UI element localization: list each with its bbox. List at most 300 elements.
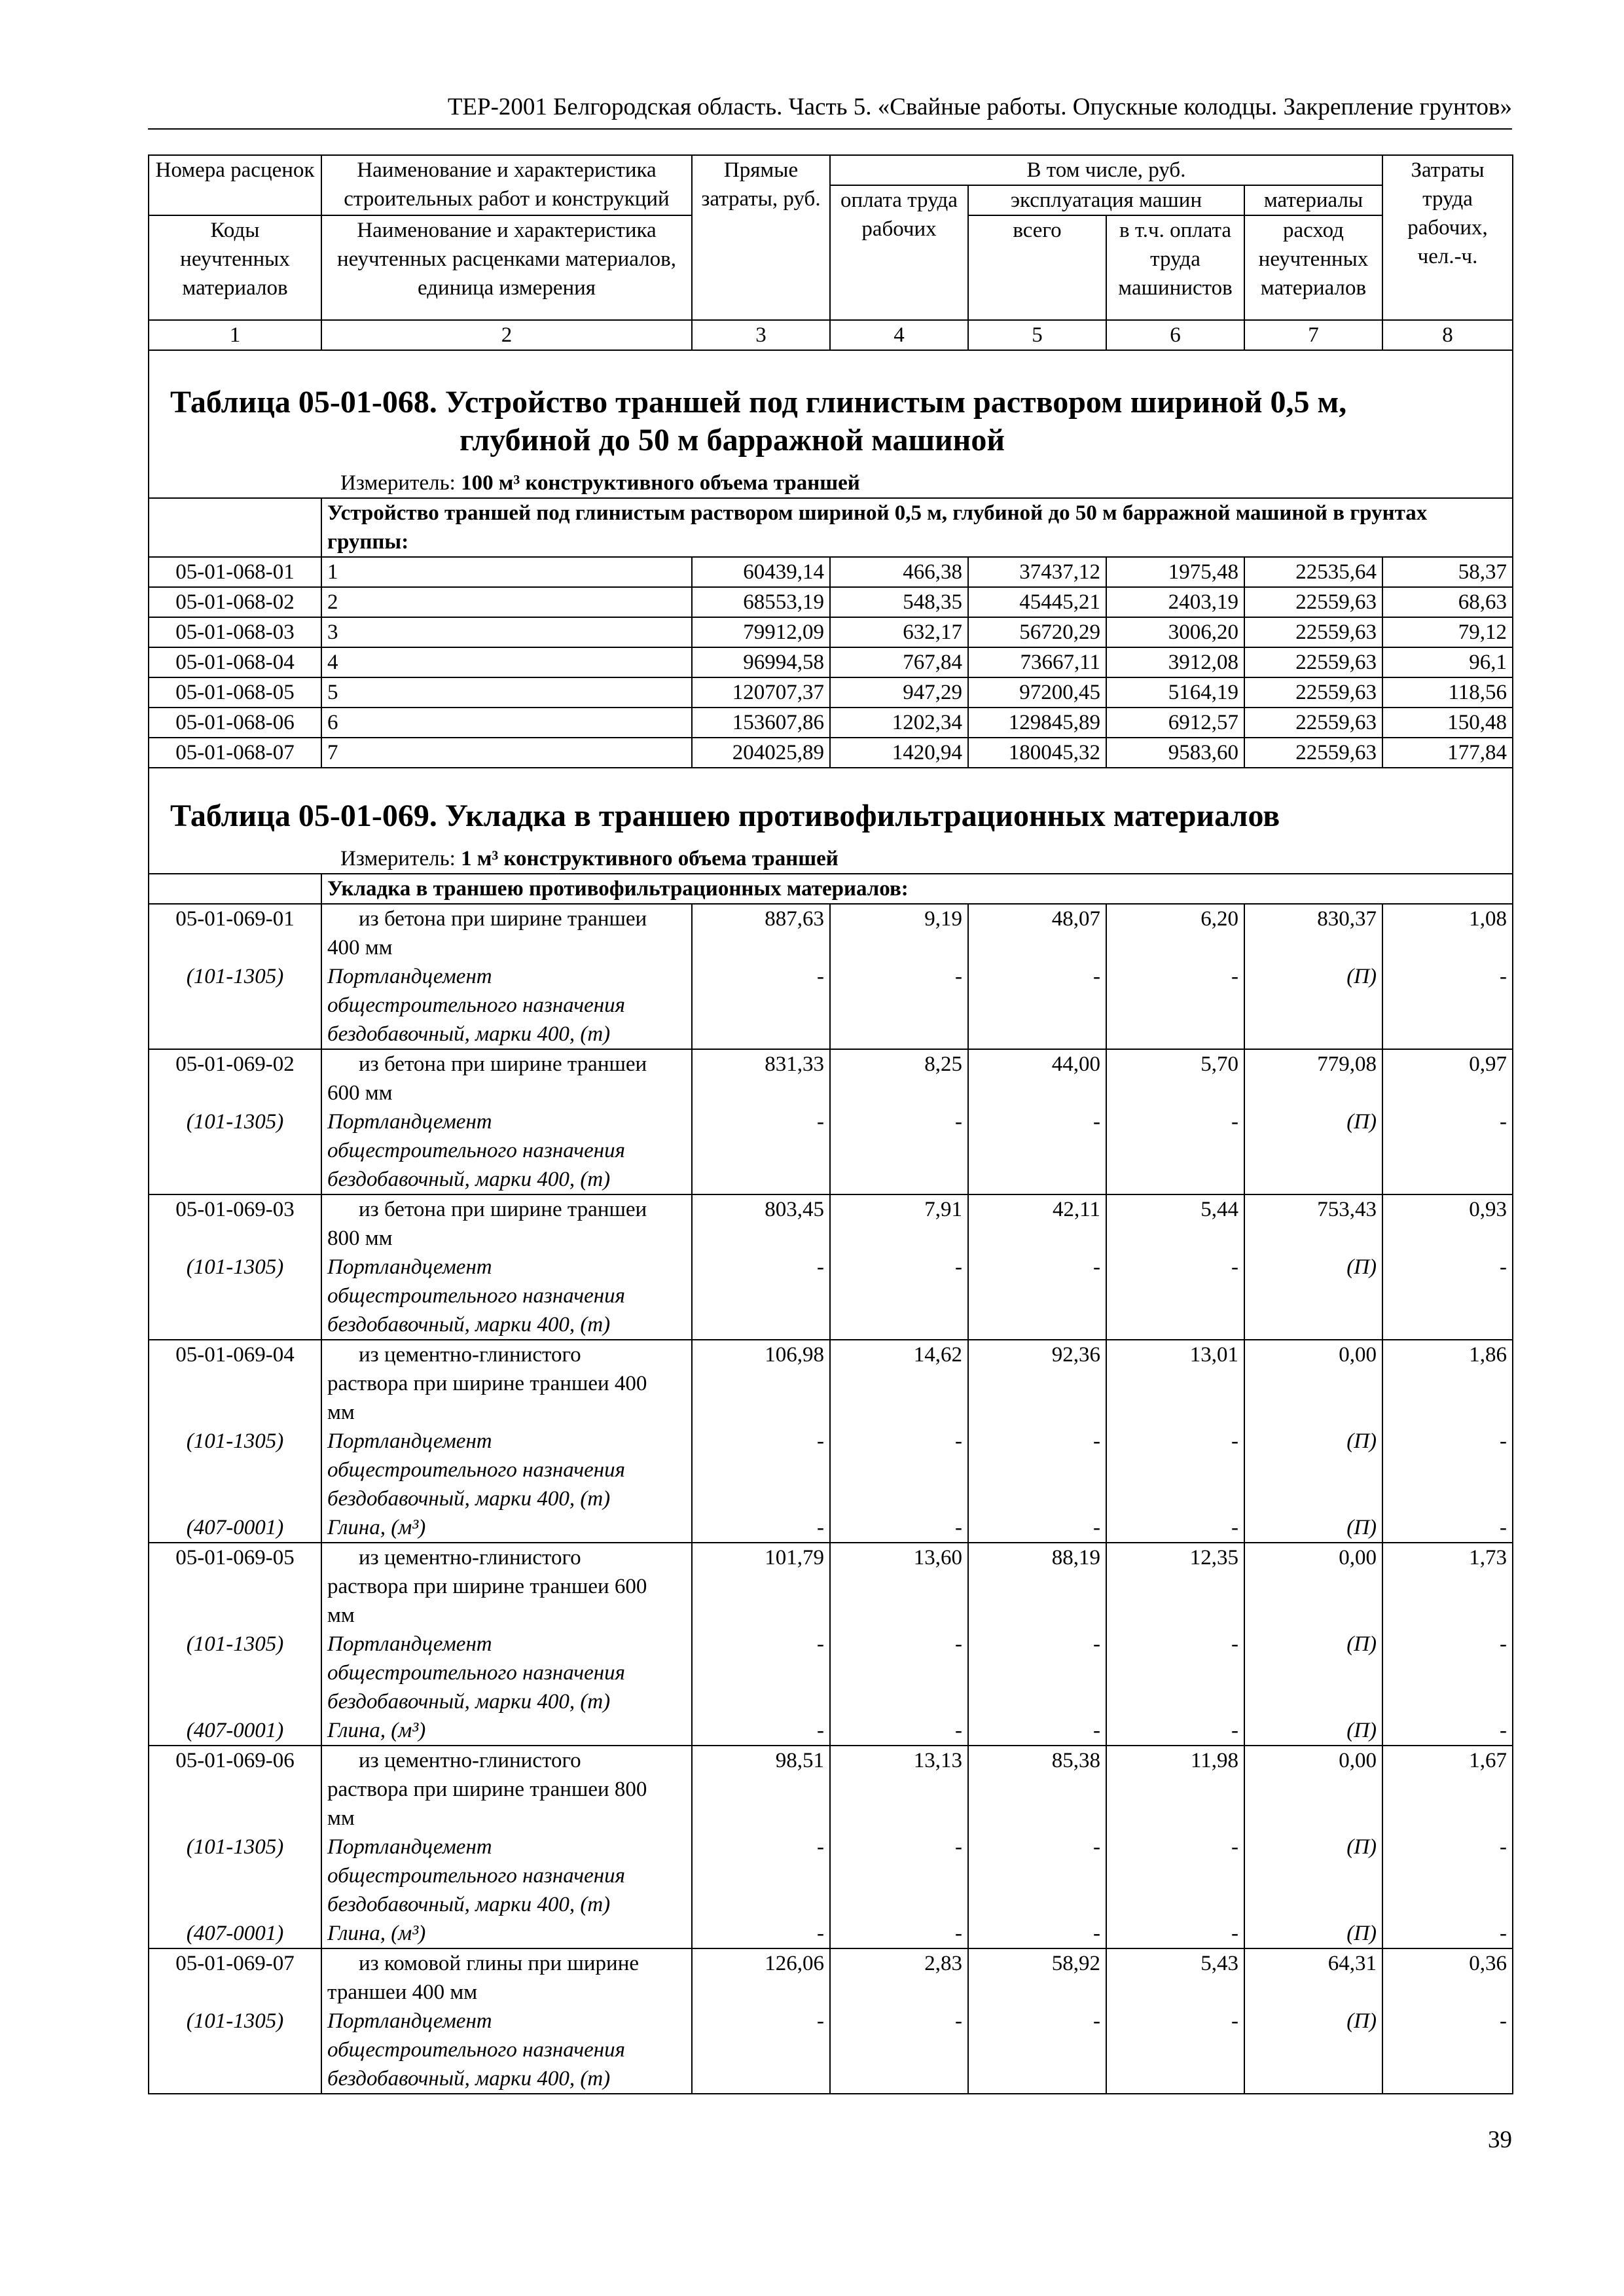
empty-cell (1106, 1484, 1244, 1513)
empty-cell (1244, 1020, 1382, 1049)
table2-meter (154, 835, 1507, 873)
dash-cell: - (1382, 1107, 1513, 1136)
material-mark: (П) (1244, 1253, 1382, 1282)
rate-name (321, 1572, 692, 1601)
col-number: 5 (968, 320, 1106, 350)
col3-header: Прямые затраты, руб. (692, 155, 830, 320)
meter-value: 1 м³ конструктивного объема траншей (461, 847, 839, 870)
value-c5: 56720,29 (968, 617, 1106, 647)
empty-cell (968, 1687, 1106, 1716)
table-row (149, 677, 1513, 708)
empty-cell (692, 1224, 830, 1253)
text: Глина, (м³) (327, 1719, 426, 1742)
value-c4: 2,83 (830, 1948, 968, 1978)
value-c3: 98,51 (692, 1746, 830, 1775)
value-c4: 13,60 (830, 1543, 968, 1572)
empty-cell (830, 1020, 968, 1049)
empty-cell (1382, 1369, 1513, 1398)
rate-code: 05-01-068-06 (149, 708, 321, 738)
col-number: 4 (830, 320, 968, 350)
table-row-continuation (149, 2064, 1513, 2094)
empty-cell (830, 1484, 968, 1513)
empty-cell (1382, 1890, 1513, 1919)
text: бездобавочный, марки 400, (т) (327, 1487, 611, 1511)
empty-cell (1106, 1804, 1244, 1833)
rate-name: 1 (321, 557, 692, 587)
value-c8: 96,1 (1382, 647, 1513, 677)
material-name (321, 1630, 692, 1659)
value-c5: 58,92 (968, 1948, 1106, 1978)
text: общестроительного назначения (327, 1661, 625, 1685)
empty-cell (692, 991, 830, 1020)
empty-cell (1106, 1136, 1244, 1165)
material-mark: (П) (1244, 1716, 1382, 1746)
table-row (149, 1948, 1513, 1978)
incl-header: В том числе, руб. (830, 155, 1382, 185)
value-c5: 92,36 (968, 1340, 1106, 1369)
dash-cell: - (968, 1833, 1106, 1861)
rate-name: 3 (321, 617, 692, 647)
col5-header: всего (968, 215, 1106, 320)
table1-meter (154, 459, 1507, 497)
price-table (148, 154, 1513, 2094)
value-c6: 5164,19 (1106, 677, 1244, 708)
empty-cell (968, 991, 1106, 1020)
empty-cell (1244, 1804, 1382, 1833)
empty-cell (149, 1572, 321, 1601)
dash-cell: - (968, 1427, 1106, 1456)
page-number: 39 (1488, 2126, 1512, 2153)
empty-cell (149, 1687, 321, 1716)
table-row-continuation (149, 933, 1513, 962)
rate-code: 05-01-068-01 (149, 557, 321, 587)
empty-cell (830, 1282, 968, 1310)
dash-cell: - (1382, 962, 1513, 991)
text: из комовой глины при ширине (359, 1952, 640, 1975)
table-row-continuation (149, 1165, 1513, 1194)
value-c6: 5,44 (1106, 1194, 1244, 1224)
table2-rows (149, 904, 1513, 2094)
rate-name: 6 (321, 708, 692, 738)
empty-cell (1382, 2064, 1513, 2094)
empty-cell (1382, 1310, 1513, 1340)
empty-cell (1382, 1572, 1513, 1601)
dash-cell: - (692, 1630, 830, 1659)
value-c7: 22559,63 (1244, 677, 1382, 708)
rate-code: 05-01-069-07 (149, 1948, 321, 1978)
empty-cell (830, 1978, 968, 2007)
dash-cell: - (1382, 1833, 1513, 1861)
material-mark: (П) (1244, 1630, 1382, 1659)
text: из бетона при ширине траншеи (359, 1052, 647, 1076)
empty-cell (968, 1020, 1106, 1049)
rate-name (321, 933, 692, 962)
material-name (321, 1310, 692, 1340)
empty-cell (1244, 1369, 1382, 1398)
empty-cell (692, 1456, 830, 1484)
empty-cell (1106, 1861, 1244, 1890)
value-c5: 129845,89 (968, 708, 1106, 738)
text: из бетона при ширине траншеи (359, 907, 647, 931)
empty-cell (1244, 1890, 1382, 1919)
rate-name (321, 1804, 692, 1833)
material-name (321, 1107, 692, 1136)
table-row (149, 738, 1513, 768)
value-c6: 1975,48 (1106, 557, 1244, 587)
rate-name (321, 1775, 692, 1804)
empty-cell (1106, 991, 1244, 1020)
dash-cell: - (1106, 1919, 1244, 1948)
col-number: 1 (149, 320, 321, 350)
dash-cell: - (1382, 2007, 1513, 2036)
text: из бетона при ширине траншеи (359, 1198, 647, 1221)
value-c3: 831,33 (692, 1049, 830, 1079)
empty-cell (1244, 1572, 1382, 1601)
dash-cell: - (1106, 1107, 1244, 1136)
table1-heading (149, 350, 1513, 498)
value-c7: 64,31 (1244, 1948, 1382, 1978)
table-row-continuation (149, 1833, 1513, 1861)
empty-cell (1106, 1310, 1244, 1340)
page-header: ТЕР-2001 Белгородская область. Часть 5. «Свайные работы. Опускные колодцы. Закрепление грунтов» (447, 94, 1512, 120)
empty-cell (692, 1079, 830, 1107)
empty-cell (1382, 1978, 1513, 2007)
material-name (321, 1687, 692, 1716)
value-c7: 830,37 (1244, 904, 1382, 933)
dash-cell: - (1106, 1513, 1244, 1543)
dash-cell: - (830, 962, 968, 991)
empty-cell (968, 1136, 1106, 1165)
empty-cell (692, 1310, 830, 1340)
rate-name (321, 1543, 692, 1572)
text: бездобавочный, марки 400, (т) (327, 2067, 611, 2090)
material-name (321, 1513, 692, 1543)
empty-cell (1244, 1659, 1382, 1687)
dash-cell: - (830, 1253, 968, 1282)
value-c8: 177,84 (1382, 738, 1513, 768)
dash-cell: - (830, 1630, 968, 1659)
value-c3: 803,45 (692, 1194, 830, 1224)
value-c5: 44,00 (968, 1049, 1106, 1079)
text: Портландцемент (327, 1110, 492, 1134)
empty-cell (968, 1861, 1106, 1890)
rate-code: (407-0001) (149, 1513, 321, 1543)
empty-cell (692, 1861, 830, 1890)
materials-header: материалы (1244, 185, 1382, 215)
material-name (321, 1659, 692, 1687)
empty-cell (1382, 1861, 1513, 1890)
empty-cell (149, 1282, 321, 1310)
value-c6: 11,98 (1106, 1746, 1244, 1775)
empty-cell (830, 1804, 968, 1833)
empty-cell (968, 1804, 1106, 1833)
empty-cell (1106, 1369, 1244, 1398)
dash-cell: - (692, 1107, 830, 1136)
col2-top-header: Наименование и характеристика строительных работ и конструкций (321, 155, 692, 215)
empty-cell (1382, 1079, 1513, 1107)
rate-code: (101-1305) (149, 1253, 321, 1282)
empty-cell (830, 1572, 968, 1601)
value-c8: 0,97 (1382, 1049, 1513, 1079)
empty-cell (1382, 1687, 1513, 1716)
dash-cell: - (1382, 1253, 1513, 1282)
table-row-continuation (149, 991, 1513, 1020)
dash-cell: - (692, 1919, 830, 1948)
empty-cell (968, 1659, 1106, 1687)
text: траншеи 400 мм (327, 1981, 478, 2004)
table-row-continuation (149, 1513, 1513, 1543)
value-c4: 466,38 (830, 557, 968, 587)
text: мм (327, 1806, 355, 1830)
text: общестроительного назначения (327, 1458, 625, 1482)
dash-cell: - (830, 1919, 968, 1948)
empty-cell (1382, 1020, 1513, 1049)
empty-cell (830, 1310, 968, 1340)
empty-cell (830, 1861, 968, 1890)
text: Портландцемент (327, 1429, 492, 1453)
dash-cell: - (968, 2007, 1106, 2036)
dash-cell: - (968, 1253, 1106, 1282)
value-c7: 779,08 (1244, 1049, 1382, 1079)
table2 (149, 768, 1513, 904)
empty-cell (149, 1369, 321, 1398)
dash-cell: - (968, 1630, 1106, 1659)
empty-cell (830, 1224, 968, 1253)
table-row-continuation (149, 1601, 1513, 1630)
col1-top-header: Номера расценок (149, 155, 321, 215)
rate-code: 05-01-068-07 (149, 738, 321, 768)
empty-cell (1382, 1775, 1513, 1804)
value-c6: 2403,19 (1106, 587, 1244, 617)
text: бездобавочный, марки 400, (т) (327, 1168, 611, 1191)
value-c6: 12,35 (1106, 1543, 1244, 1572)
empty-cell (830, 1775, 968, 1804)
value-c7: 0,00 (1244, 1340, 1382, 1369)
empty-cell (968, 1775, 1106, 1804)
empty-cell (1244, 1310, 1382, 1340)
value-c3: 96994,58 (692, 647, 830, 677)
empty-cell (1382, 1136, 1513, 1165)
dash-cell: - (830, 1833, 968, 1861)
value-c6: 3912,08 (1106, 647, 1244, 677)
text: Глина, (м³) (327, 1922, 426, 1945)
text: бездобавочный, марки 400, (т) (327, 1893, 611, 1916)
text: раствора при ширине траншеи 600 (327, 1575, 647, 1598)
col-number: 8 (1382, 320, 1513, 350)
rate-code: (407-0001) (149, 1919, 321, 1948)
rate-code: (101-1305) (149, 1833, 321, 1861)
empty-cell (1244, 1687, 1382, 1716)
value-c7: 22559,63 (1244, 647, 1382, 677)
rate-code: 05-01-068-05 (149, 677, 321, 708)
rate-code: (101-1305) (149, 2007, 321, 2036)
rate-code: 05-01-069-01 (149, 904, 321, 933)
empty-cell (149, 991, 321, 1020)
dash-cell: - (1382, 1630, 1513, 1659)
material-name (321, 1136, 692, 1165)
empty-cell (692, 2064, 830, 2094)
material-mark: (П) (1244, 1107, 1382, 1136)
table-row-continuation (149, 1919, 1513, 1948)
empty-cell (968, 933, 1106, 962)
empty-cell (692, 1136, 830, 1165)
dash-cell: - (830, 2007, 968, 2036)
dash-cell: - (830, 1513, 968, 1543)
empty-cell (692, 1398, 830, 1427)
text: мм (327, 1604, 355, 1627)
empty-cell (1244, 933, 1382, 962)
empty-cell (149, 1079, 321, 1107)
header-rule (148, 128, 1512, 130)
meter-value: 100 м³ конструктивного объема траншей (461, 471, 860, 495)
material-name (321, 1919, 692, 1948)
empty-cell (1106, 1456, 1244, 1484)
text: Глина, (м³) (327, 1516, 426, 1539)
empty-cell (1106, 1601, 1244, 1630)
col-number: 2 (321, 320, 692, 350)
value-c4: 1202,34 (830, 708, 968, 738)
table-row (149, 1049, 1513, 1079)
empty-cell (1244, 1136, 1382, 1165)
empty-cell (149, 1020, 321, 1049)
col1-bottom-header: Коды неучтенных материалов (149, 215, 321, 320)
empty-cell (149, 1398, 321, 1427)
empty-cell (1106, 1165, 1244, 1194)
table-row (149, 617, 1513, 647)
material-mark: (П) (1244, 1427, 1382, 1456)
empty-cell (1106, 933, 1244, 962)
empty-cell (149, 1978, 321, 2007)
empty-cell (1244, 1484, 1382, 1513)
value-c7: 22559,63 (1244, 587, 1382, 617)
text: 600 мм (327, 1081, 393, 1105)
col-number: 3 (692, 320, 830, 350)
table-row-continuation (149, 1659, 1513, 1687)
table-row (149, 1543, 1513, 1572)
empty-cell (149, 1775, 321, 1804)
empty-cell (1106, 1775, 1244, 1804)
empty-cell (1106, 1572, 1244, 1601)
value-c7: 22559,63 (1244, 708, 1382, 738)
rate-name (321, 1978, 692, 2007)
material-mark: (П) (1244, 962, 1382, 991)
material-name (321, 1890, 692, 1919)
rate-name (321, 1746, 692, 1775)
dash-cell: - (692, 1513, 830, 1543)
value-c8: 1,08 (1382, 904, 1513, 933)
col8-header: Затраты труда рабочих, чел.-ч. (1382, 155, 1513, 320)
empty-cell (692, 1020, 830, 1049)
text: общестроительного назначения (327, 1139, 625, 1162)
table-row-continuation (149, 1804, 1513, 1833)
rate-name (321, 1340, 692, 1369)
empty-cell (1106, 1020, 1244, 1049)
empty-cell (692, 2036, 830, 2064)
dash-cell: - (1106, 962, 1244, 991)
empty-cell (692, 1572, 830, 1601)
table-row-continuation (149, 1484, 1513, 1513)
rate-code: 05-01-068-04 (149, 647, 321, 677)
empty-cell (149, 1659, 321, 1687)
value-c5: 48,07 (968, 904, 1106, 933)
rate-code: (407-0001) (149, 1716, 321, 1746)
empty-cell (692, 1369, 830, 1398)
empty-cell (1382, 1282, 1513, 1310)
material-name (321, 1833, 692, 1861)
value-c5: 45445,21 (968, 587, 1106, 617)
table1-title (154, 351, 1507, 459)
value-c3: 204025,89 (692, 738, 830, 768)
dash-cell: - (968, 962, 1106, 991)
table2-group-heading: Укладка в траншею противофильтрационных материалов: (321, 874, 1513, 904)
empty-cell (149, 1165, 321, 1194)
col2-bottom-header: Наименование и характеристика неучтенных расценками материалов, единица измерения (321, 215, 692, 320)
rate-name (321, 1049, 692, 1079)
empty-cell (968, 2036, 1106, 2064)
empty-cell (692, 1687, 830, 1716)
dash-cell: - (692, 2007, 830, 2036)
text: Портландцемент (327, 1255, 492, 1279)
text: 800 мм (327, 1227, 393, 1250)
empty-cell (830, 1079, 968, 1107)
material-name (321, 1282, 692, 1310)
value-c4: 14,62 (830, 1340, 968, 1369)
table-row-continuation (149, 1253, 1513, 1282)
empty-cell (149, 1890, 321, 1919)
empty-cell (1382, 1456, 1513, 1484)
value-c8: 0,93 (1382, 1194, 1513, 1224)
empty-cell (149, 1310, 321, 1340)
empty-cell (1244, 1601, 1382, 1630)
empty-cell (968, 1890, 1106, 1919)
empty-cell (968, 1601, 1106, 1630)
value-c3: 60439,14 (692, 557, 830, 587)
col6-header: в т.ч. оплата труда машинистов (1106, 215, 1244, 320)
value-c6: 9583,60 (1106, 738, 1244, 768)
table-row-continuation (149, 2036, 1513, 2064)
text: общестроительного назначения (327, 994, 625, 1017)
dash-cell: - (1106, 1630, 1244, 1659)
table-row-continuation (149, 1136, 1513, 1165)
empty-cell (968, 1165, 1106, 1194)
dash-cell: - (830, 1716, 968, 1746)
material-name (321, 1253, 692, 1282)
empty-cell (149, 1456, 321, 1484)
empty-cell (1106, 2064, 1244, 2094)
value-c3: 68553,19 (692, 587, 830, 617)
value-c8: 118,56 (1382, 677, 1513, 708)
empty-cell (968, 1224, 1106, 1253)
empty-cell (1244, 2036, 1382, 2064)
value-c4: 13,13 (830, 1746, 968, 1775)
empty-cell (830, 1398, 968, 1427)
table-row-continuation (149, 1427, 1513, 1456)
empty-cell (692, 1601, 830, 1630)
text: Портландцемент (327, 1632, 492, 1656)
rate-code: (101-1305) (149, 962, 321, 991)
dash-cell: - (830, 1427, 968, 1456)
empty-cell (830, 991, 968, 1020)
empty-cell (692, 1890, 830, 1919)
table-row (149, 1340, 1513, 1369)
value-c4: 9,19 (830, 904, 968, 933)
table-row-continuation (149, 1310, 1513, 1340)
dash-cell: - (1106, 2007, 1244, 2036)
value-c4: 548,35 (830, 587, 968, 617)
value-c6: 13,01 (1106, 1340, 1244, 1369)
value-c5: 73667,11 (968, 647, 1106, 677)
empty-cell (1382, 933, 1513, 962)
